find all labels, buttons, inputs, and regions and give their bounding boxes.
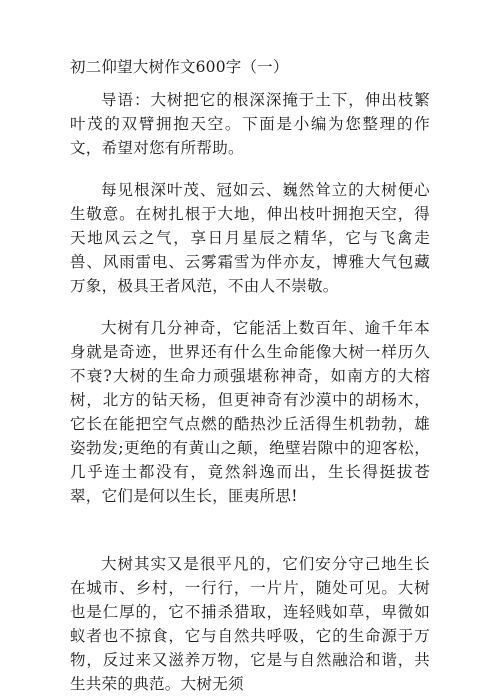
paragraph-wonder: 大树有几分神奇，它能活上数百年、逾千年本身就是奇迹，世界还有什么生命能像大树一样历久不衰?大树的生命力顽强堪称神奇，如南方的大榕树，北方的钻天杨，但更神奇有沙漠中的胡杨木，它长在能把空气点燃的酷热沙丘活得生机勃勃，雄姿勃发;更绝的有黄山之颠，绝壁岩隙中的迎客松，几乎连土都没有，竟然斜逸而出，生长得挺拔苍翠，它们是何以生长，匪夷所思! (70, 319, 430, 505)
paragraph-reverence: 每见根深叶茂、冠如云、巍然耸立的大树便心生敬意。在树扎根于大地，伸出枝叶拥抱天空，得天地风云之气，享日月星辰之精华，它与飞禽走兽、风雨雷电、云雾霜雪为伴亦友，博雅大气包藏万象，极具王者风范，不由人不崇敬。 (70, 181, 430, 295)
paragraph-ordinary: 大树其实又是很平凡的，它们安分守己地生长在城市、乡村，一行行，一片片，随处可见。大树也是仁厚的，它不捕杀猎取，连轻贱如草，卑微如蚁者也不掠食，它与自然共呼吸，它的生命源于万物，反过来又滋养万物，它是与自然融洽和谐，共生共荣的典范。大树无须 (70, 555, 430, 693)
document-title: 初二仰望大树作文600字（一） (70, 58, 289, 76)
paragraph-intro: 导语：大树把它的根深深掩于土下，伸出枝繁叶茂的双臂拥抱天空。下面是小编为您整理的作文，希望对您有所帮助。 (70, 91, 430, 157)
